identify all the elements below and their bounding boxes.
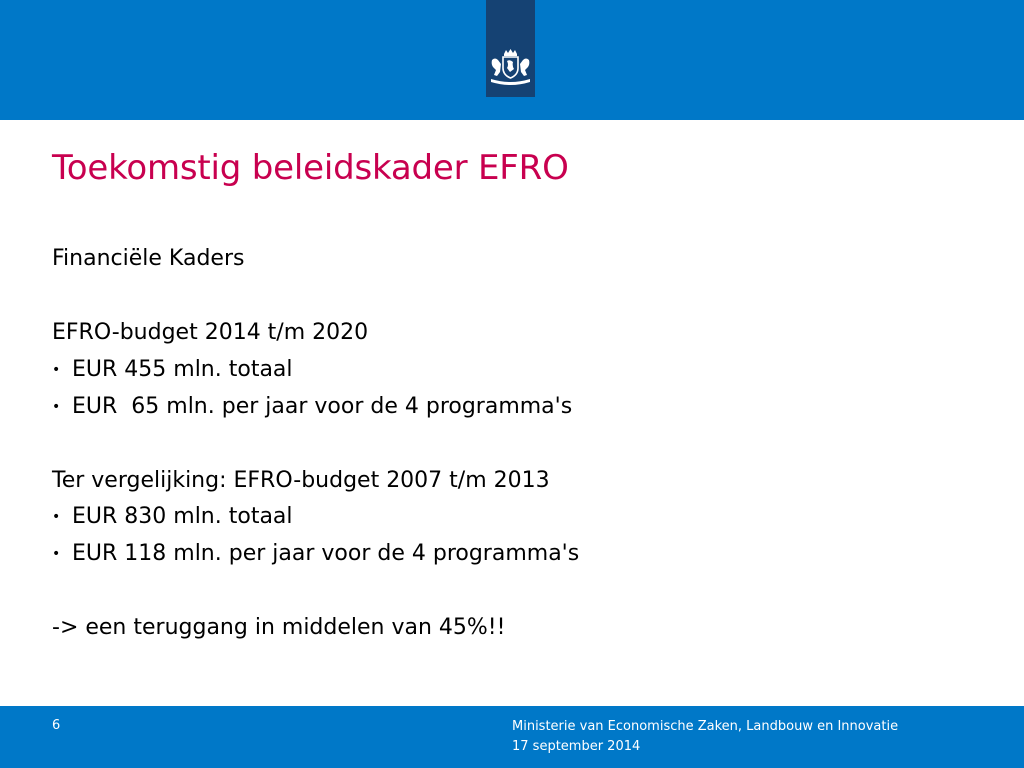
- bullet-item: [52, 503, 293, 531]
- subheading: Financiële Kaders: [52, 246, 245, 271]
- page-number: 6: [52, 718, 61, 733]
- ministry-name: Ministerie van Economische Zaken, Landbouw en Innovatie: [512, 719, 899, 734]
- government-logo: [486, 0, 535, 97]
- bullet-icon: •: [52, 509, 61, 525]
- bullet-item: [52, 540, 579, 568]
- bullet-text: EUR 830 mln. totaal: [72, 504, 293, 529]
- bullet-icon: •: [52, 362, 61, 378]
- bullet-item: [52, 393, 572, 421]
- conclusion-text: -> een teruggang in middelen van 45%!!: [52, 615, 506, 640]
- comparison-budget-heading: Ter vergelijking: EFRO-budget 2007 t/m 2013: [52, 468, 550, 493]
- bullet-text: EUR 118 mln. per jaar voor de 4 programma's: [72, 541, 580, 566]
- bullet-icon: •: [52, 399, 61, 415]
- presentation-date: 17 september 2014: [512, 739, 641, 754]
- header-band: [0, 0, 1024, 120]
- current-budget-heading: EFRO-budget 2014 t/m 2020: [52, 320, 369, 345]
- slide-title: Toekomstig beleidskader EFRO: [52, 148, 569, 188]
- footer-band: [0, 706, 1024, 768]
- coat-of-arms-icon: [488, 48, 533, 88]
- bullet-text: EUR 455 mln. totaal: [72, 357, 293, 382]
- bullet-item: [52, 356, 293, 384]
- bullet-icon: •: [52, 546, 61, 562]
- bullet-text: EUR 65 mln. per jaar voor de 4 programma's: [72, 394, 573, 419]
